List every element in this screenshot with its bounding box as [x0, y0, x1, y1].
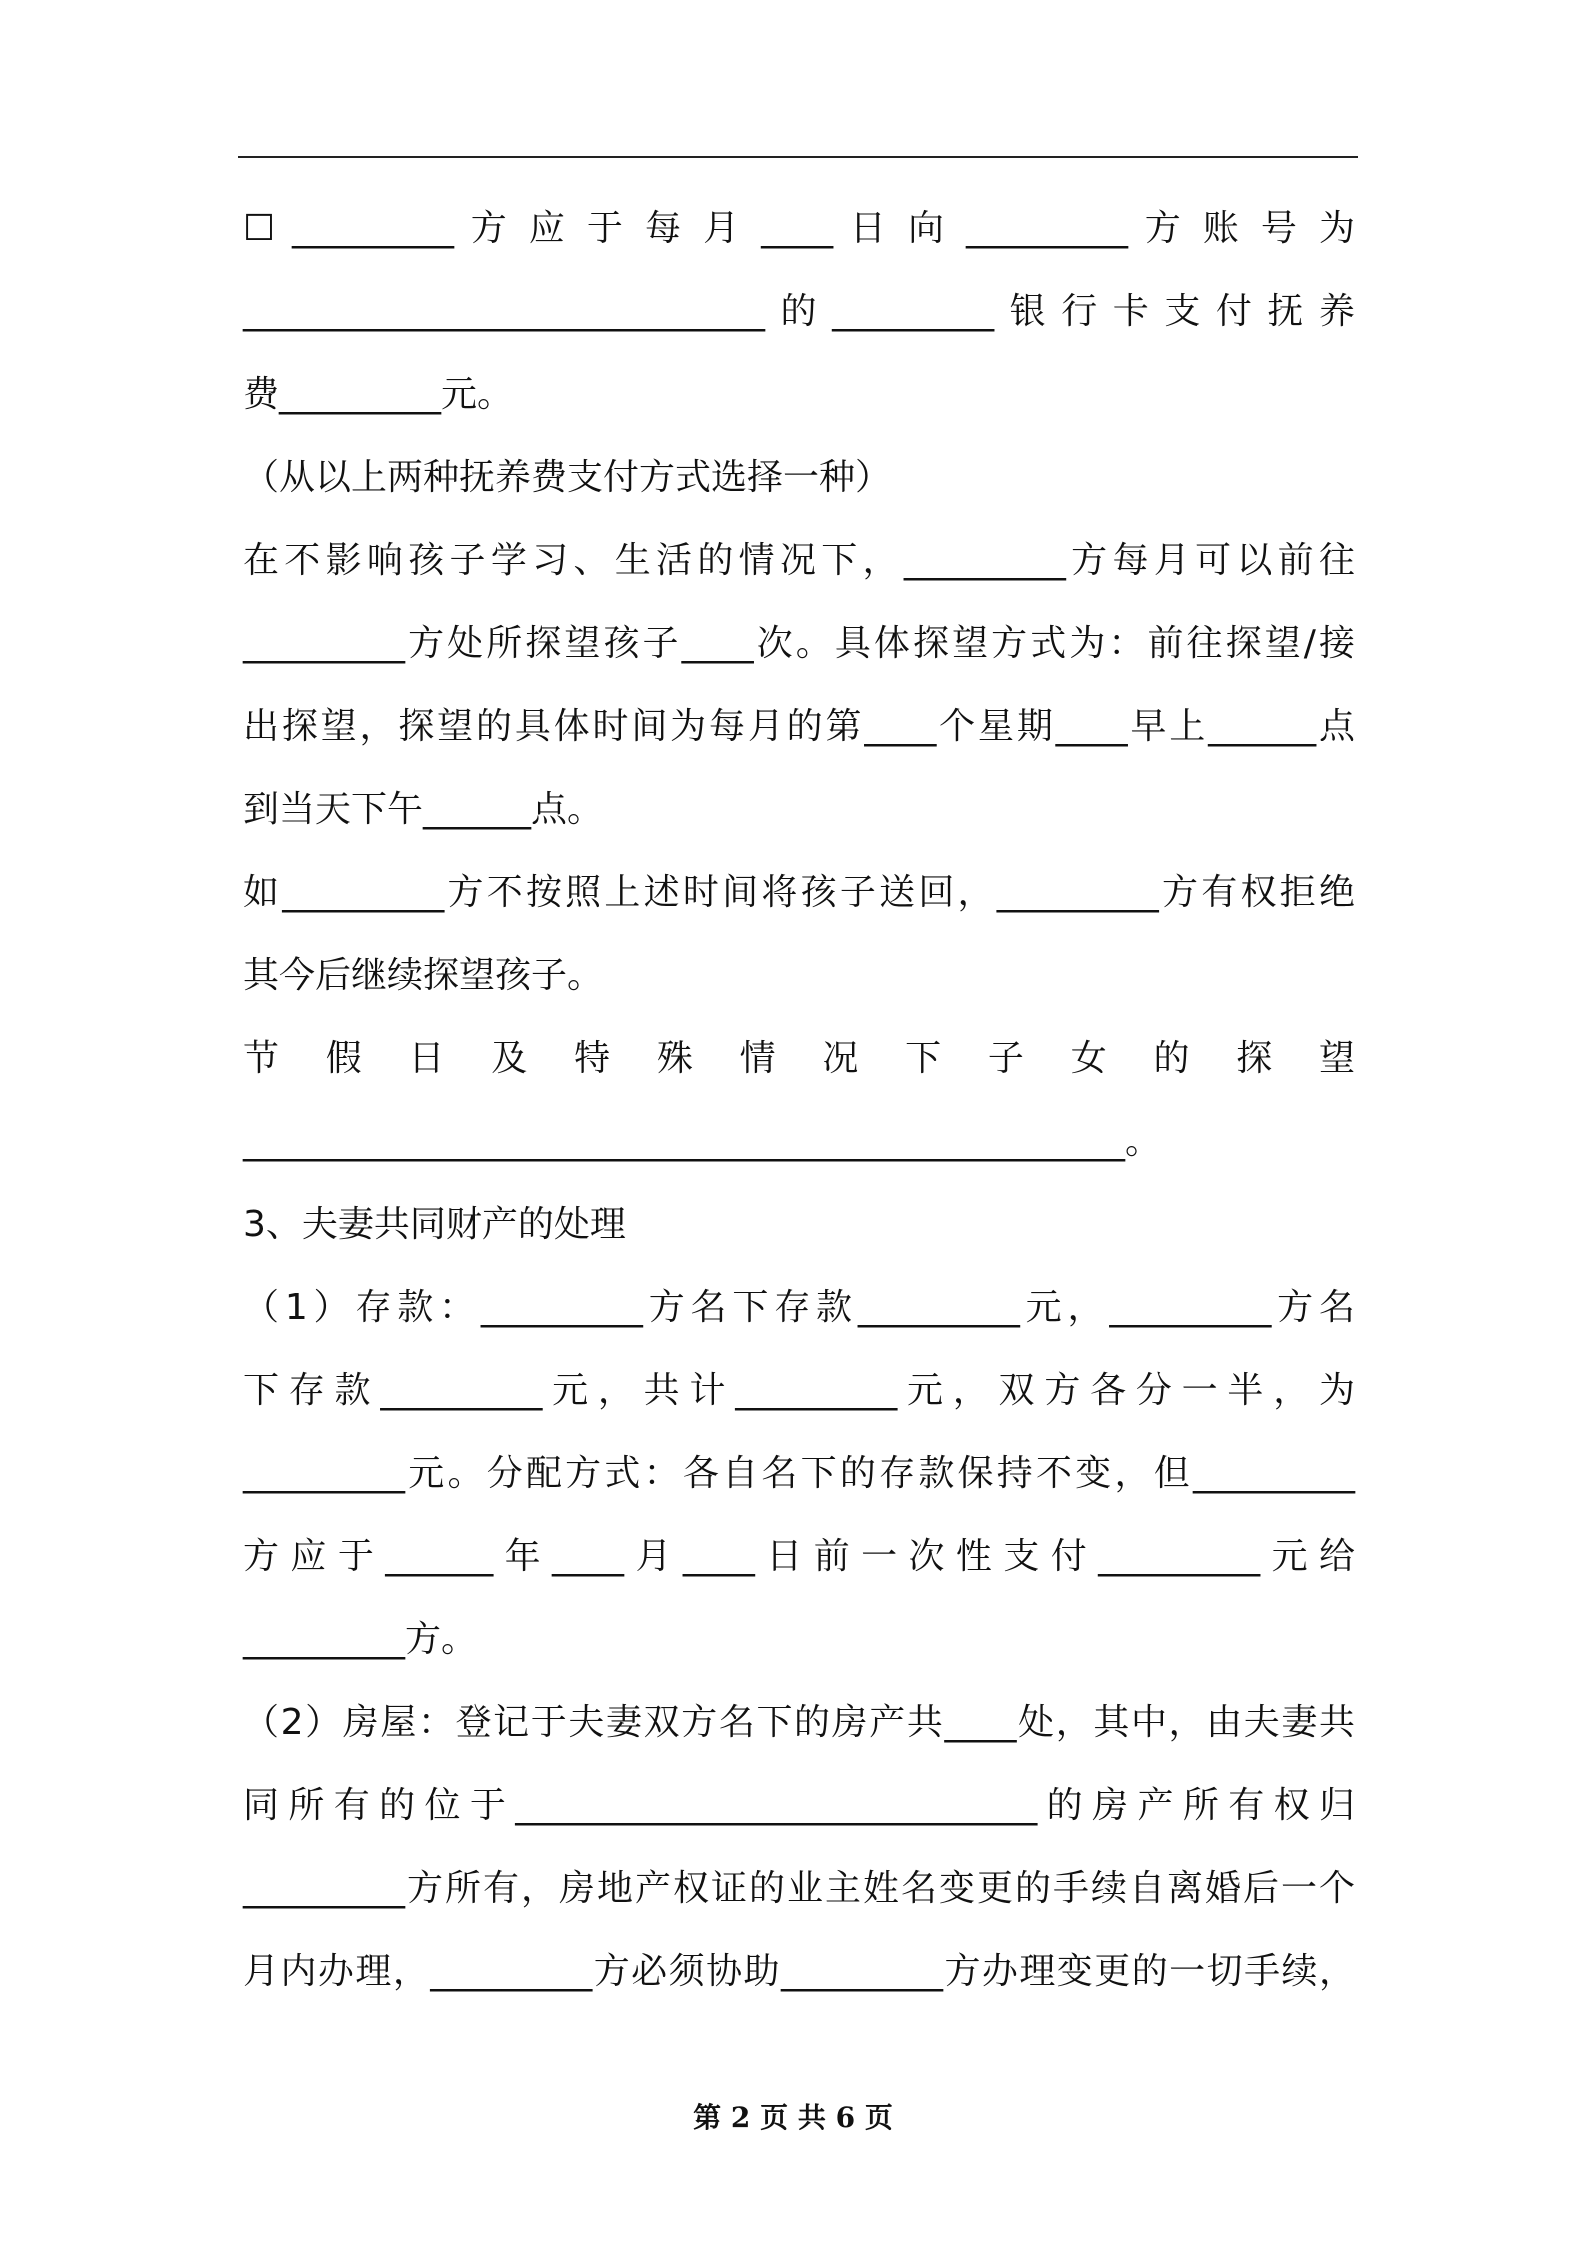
text-line-20: 同所有的位于_____________________________的房产所有权归 — [243, 1785, 1355, 1826]
text-line-22: 月内办理，_________方必须协助_________方办理变更的一切手续， — [243, 1951, 1355, 1992]
text-line-21: _________方所有，房地产权证的业主姓名变更的手续自离婚后一个 — [243, 1868, 1355, 1909]
text-line-12: _________________________________________________。 — [243, 1121, 1161, 1162]
text-line-2: _____________________________的_________银行卡支付抚养 — [243, 291, 1355, 332]
header-rule — [238, 156, 1358, 158]
text-line-6: _________方处所探望孩子____次。具体探望方式为：前往探望/接 — [243, 623, 1355, 664]
text-line-17: 方应于______年____月____日前一次性支付_________元给 — [243, 1536, 1355, 1577]
text-line-3: 费_________元。 — [243, 374, 514, 415]
text-line-14: （1）存款：_________方名下存款_________元，_________方名 — [243, 1287, 1355, 1328]
text-line-10: 其今后继续探望孩子。 — [243, 955, 604, 996]
text-line-18: _________方。 — [243, 1619, 478, 1660]
text-line-4: （从以上两种抚养费支付方式选择一种） — [243, 457, 892, 498]
text-line-5: 在不影响孩子学习、生活的情况下，_________方每月可以前往 — [243, 540, 1355, 581]
text-line-16: _________元。分配方式：各自名下的存款保持不变，但_________ — [243, 1453, 1355, 1494]
text-line-11: 节 假 日 及 特 殊 情 况 下 子 女 的 探 望 — [243, 1038, 1355, 1079]
section-heading: 3、夫妻共同财产的处理 — [243, 1204, 626, 1245]
page-footer: 第 2 页 共 6 页 — [693, 2101, 893, 2134]
text-line-7: 出探望，探望的具体时间为每月的第____个星期____早上______点 — [243, 706, 1355, 747]
text-line-1: ☐ _________ 方 应 于 每 月 ____ 日 向 _________ 方 账 号 为 — [243, 208, 1355, 249]
text-line-9: 如_________方不按照上述时间将孩子送回，_________方有权拒绝 — [243, 872, 1355, 913]
text-line-19: （2）房屋：登记于夫妻双方名下的房产共____处，其中，由夫妻共 — [243, 1702, 1355, 1743]
text-line-8: 到当天下午______点。 — [243, 789, 604, 830]
text-line-15: 下存款_________元，共计_________元，双方各分一半，为 — [243, 1370, 1355, 1411]
